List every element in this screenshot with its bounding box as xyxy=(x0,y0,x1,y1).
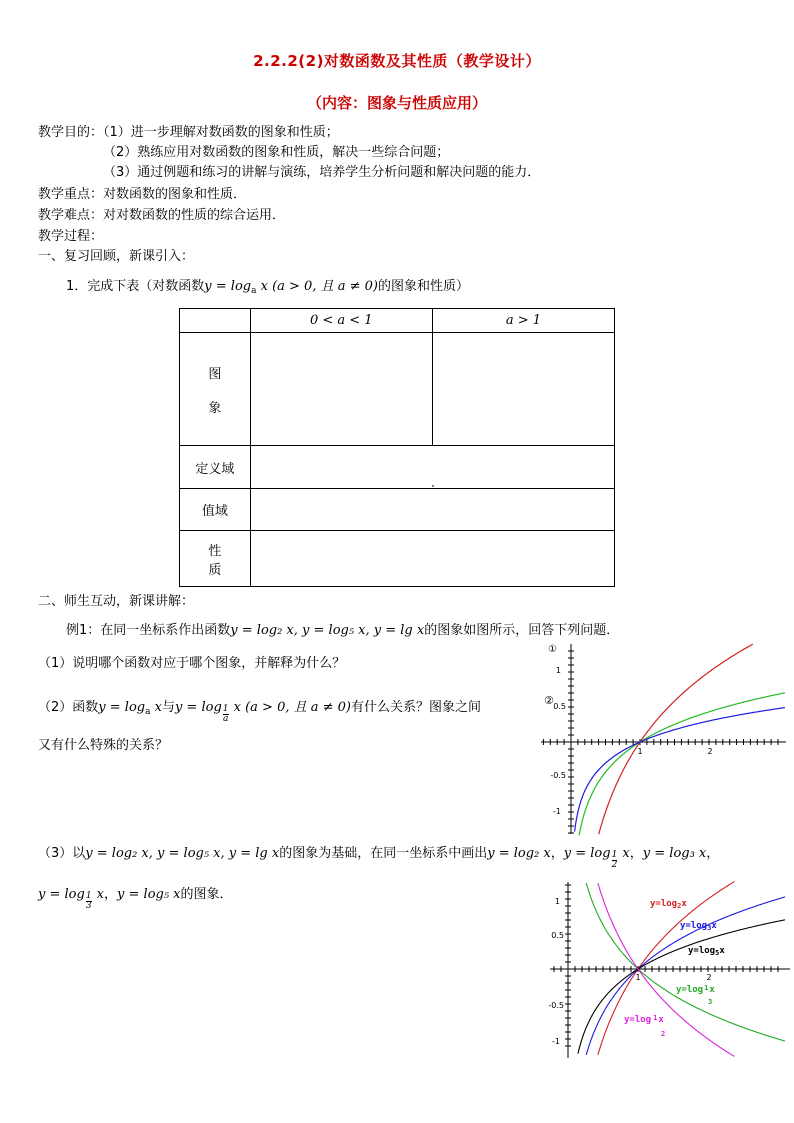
q2-mid: 与 xyxy=(161,700,175,715)
property-label-2: 质 xyxy=(208,562,222,578)
graph-label-1: 图 xyxy=(208,366,222,382)
table-row-graph-label xyxy=(180,333,251,446)
q2-suffix: 有什么关系？图象之间 xyxy=(351,700,482,715)
q2-f1 xyxy=(98,700,162,715)
graph-2-label-log1-3-den: 3 xyxy=(708,998,713,1006)
process-label: 教学过程： xyxy=(38,229,104,244)
q2-f1-base: a xyxy=(145,707,151,717)
task-1-cond: (a > 0, 且 a ≠ 0) xyxy=(267,279,378,294)
graph-2-label-log1-2: y=log $^1$x xyxy=(624,1014,664,1025)
graph-1-curve-log5 xyxy=(579,693,785,835)
task-1-var: x xyxy=(256,279,268,294)
difficulty: 教学难点：对对数函数的性质的综合运用． xyxy=(38,208,286,223)
graph-2-ticks xyxy=(554,885,778,1046)
graph-example-1 xyxy=(536,636,786,836)
graph-1-y-tick-neg1: -1 xyxy=(553,807,561,816)
stray-dot xyxy=(432,485,434,487)
graph-1-y-tick-neg0.5: -0.5 xyxy=(550,771,566,780)
q3-target-1: y = log₂ x xyxy=(487,846,551,861)
q2-frac-den: a xyxy=(222,714,229,724)
q3-t4-frac xyxy=(86,892,92,911)
objective-3: （3）通过例题和练习的讲解与演练，培养学生分析问题和解决问题的能力． xyxy=(103,165,541,180)
task-1-func: y = log xyxy=(204,279,252,294)
q3-t2-var: x xyxy=(618,846,630,861)
graph-1-y-tick-1: 1 xyxy=(555,666,561,675)
task-1-prefix: 1．完成下表（对数函数 xyxy=(66,279,205,294)
example-1-prefix: 例1：在同一坐标系作出函数 xyxy=(66,623,231,638)
q3-target-2 xyxy=(563,846,630,870)
q3-prefix: （3）以 xyxy=(38,846,86,861)
q3-funcs: y = log₂ x, y = log₅ x, y = lg x xyxy=(85,846,280,861)
graph-2-label-log2: $y=\log_2x$ xyxy=(650,899,687,910)
task-1-formula xyxy=(204,279,378,294)
section-2-heading: 二、师生互动，新课讲解： xyxy=(38,594,195,609)
q2-f1-func: y = log xyxy=(98,700,146,715)
q3-t2-num: 1 xyxy=(611,850,618,860)
q2-cond: (a > 0, 且 a ≠ 0) xyxy=(240,700,351,715)
question-1: （1）说明哪个函数对应于哪个图象，并解释为什么？ xyxy=(38,656,346,671)
q3-t4-func: y = log xyxy=(38,887,85,902)
question-3 xyxy=(38,845,719,870)
graph-2-y-tick-neg0.5: -0.5 xyxy=(548,1001,564,1010)
q3-suffix: 的图象． xyxy=(180,887,233,902)
objectives-label: 教学目的： xyxy=(38,125,104,140)
q3-sep-1: ， xyxy=(550,846,564,861)
example-1-funcs: y = log₂ x, y = log₅ x, y = lg x xyxy=(230,623,425,638)
page-title: 2.2.2(2)对数函数及其性质（教学设计） xyxy=(253,52,541,70)
q3-t2-func: y = log xyxy=(563,846,611,861)
graph-1-x-tick-2: 2 xyxy=(707,747,713,756)
table-row-property-label xyxy=(180,531,251,587)
graph-2-y-tick-1: 1 xyxy=(554,897,560,906)
graph-2-label-log1-3: $y=\log^1x$ xyxy=(676,984,715,995)
table-row-domain-label: 定义域 xyxy=(180,446,251,489)
q2-f2-func: y = log xyxy=(174,700,222,715)
q3-target-5: y = log₅ x xyxy=(117,887,181,902)
task-1 xyxy=(66,278,469,300)
table-corner xyxy=(180,309,251,333)
table-cell-graph-a-lt-1[interactable] xyxy=(250,333,432,446)
graph-2-x-tick-2: 2 xyxy=(706,973,712,982)
graph-2-x-tick-1: 1 xyxy=(635,973,641,982)
review-table xyxy=(179,308,615,587)
graph-example-3 xyxy=(540,880,790,1060)
question-2-line-2: 又有什么特殊的关系？ xyxy=(38,738,169,753)
q3-target-4 xyxy=(38,887,105,911)
property-label-1: 性 xyxy=(208,543,222,559)
objective-1: （1）进一步理解对数函数的图象和性质； xyxy=(103,125,339,140)
task-1-base: a xyxy=(251,286,257,296)
graph-1-curve-lg xyxy=(575,708,785,832)
page-subtitle: （内容：图象与性质应用） xyxy=(306,94,487,112)
q3-t4-den: 3 xyxy=(85,901,92,911)
section-1-heading: 一、复习回顾，新课引入： xyxy=(38,249,195,264)
q3-mid: 的图象为基础，在同一坐标系中画出 xyxy=(279,846,488,861)
q3-t4-num: 1 xyxy=(85,891,92,901)
q2-frac-num: 1 xyxy=(222,704,229,714)
q2-prefix: （2）函数 xyxy=(38,700,99,715)
task-1-suffix: 的图象和性质） xyxy=(377,279,469,294)
q3-sep-3: ， xyxy=(706,846,720,861)
q3-t4-var: x xyxy=(92,887,105,902)
q3-target-3: y = log₃ x xyxy=(642,846,707,861)
q2-f1-var: x xyxy=(150,700,162,715)
table-cell-property[interactable] xyxy=(250,531,614,587)
table-cell-range[interactable] xyxy=(250,489,614,531)
question-3-line-2 xyxy=(38,886,233,911)
graph-2-y-tick-neg1: -1 xyxy=(552,1037,560,1046)
question-2 xyxy=(38,699,481,724)
graph-2-label-log1-2-den: 2 xyxy=(661,1030,666,1038)
example-1-suffix: 的图象如图所示，回答下列问题． xyxy=(424,623,620,638)
table-header-a-lt-1: 0 < a < 1 xyxy=(250,309,432,333)
table-header-a-gt-1: a > 1 xyxy=(432,309,614,333)
q3-t2-den: 2 xyxy=(611,860,618,870)
q3-t2-frac xyxy=(612,851,618,870)
q3-sep-2: ， xyxy=(629,846,643,861)
objective-2: （2）熟练应用对数函数的图象和性质，解决一些综合问题； xyxy=(103,145,450,160)
graph-2-label-log3: $y=\log_3x$ xyxy=(680,921,717,932)
graph-2-y-tick-0.5: 0.5 xyxy=(551,931,564,940)
table-cell-graph-a-gt-1[interactable] xyxy=(432,333,614,446)
graph-1-x-tick-1: 1 xyxy=(637,747,643,756)
q2-f2-var: x xyxy=(229,700,241,715)
table-cell-domain[interactable] xyxy=(250,446,614,489)
q2-f2-frac xyxy=(223,705,229,724)
graph-1-marker-1: ① xyxy=(548,644,557,655)
graph-2-label-log5: $y=\log_5x$ xyxy=(688,946,725,957)
table-row-range-label: 值域 xyxy=(180,489,251,531)
q3-sep-4: ， xyxy=(104,887,118,902)
graph-1-y-tick-0.5: 0.5 xyxy=(553,702,566,711)
objectives-line-1 xyxy=(38,124,339,142)
key-point: 教学重点：对数函数的图象和性质． xyxy=(38,187,247,202)
graph-1-marker-2: ② xyxy=(544,694,554,707)
graph-label-2: 象 xyxy=(208,400,222,416)
q2-f2 xyxy=(174,700,351,724)
